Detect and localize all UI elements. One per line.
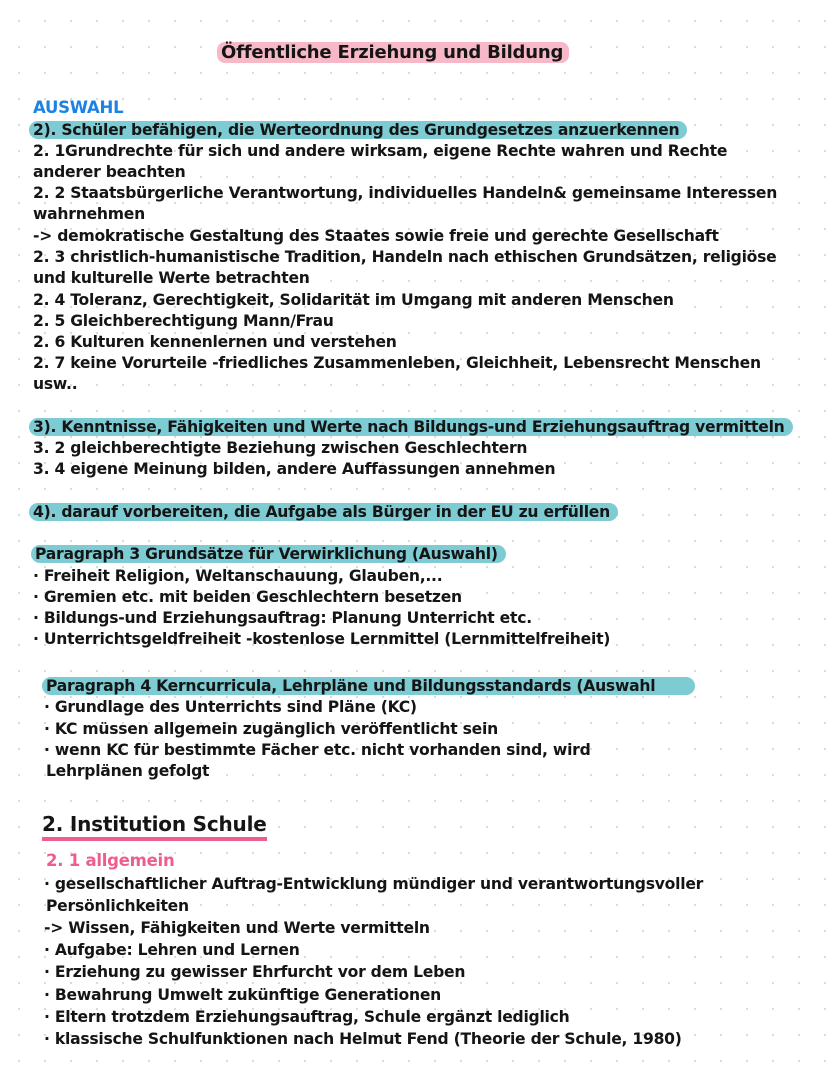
point-2-line: 2. 4 Toleranz, Gerechtigkeit, Solidarität im Umgang mit anderen Menschen (33, 291, 674, 309)
paragraph-4-heading-text: Paragraph 4 Kerncurricula, Lehrpläne und Bildungsstandards (Auswahl (42, 677, 695, 695)
section-2-heading-text: 2. Institution Schule (42, 812, 267, 841)
section-2-heading (42, 811, 267, 837)
section-2-item: · Bewahrung Umwelt zukünftige Generationen (44, 986, 442, 1004)
section-2-item: · Eltern trotzdem Erziehungsauftrag, Schule ergänzt lediglich (44, 1008, 570, 1026)
paragraph-3-heading (35, 544, 506, 564)
section-2-item: · Aufgabe: Lehren und Lernen (44, 941, 300, 959)
point-2-line: 2. 3 christlich-humanistische Tradition, Handeln nach ethischen Grundsätzen, religiöse (33, 248, 777, 266)
paragraph-3-heading-text: Paragraph 3 Grundsätze für Verwirklichung (Auswahl) (31, 545, 506, 563)
point-3-heading (33, 417, 793, 437)
section-2-item: · gesellschaftlicher Auftrag-Entwicklung mündiger und verantwortungsvoller (44, 875, 704, 893)
section-2-item: · Erziehung zu gewisser Ehrfurcht vor dem Leben (44, 963, 466, 981)
point-2-heading-text: 2). Schüler befähigen, die Werteordnung des Grundgesetzes anzuerkennen (29, 121, 687, 139)
paragraph-4-item: · wenn KC für bestimmte Fächer etc. nicht vorhanden sind, wird (44, 741, 591, 759)
paragraph-3-item: · Freiheit Religion, Weltanschauung, Glauben,... (33, 567, 443, 585)
section-2-subheading: 2. 1 allgemein (46, 851, 175, 870)
point-2-line: -> demokratische Gestaltung des Staates sowie freie und gerechte Gesellschaft (33, 227, 719, 245)
paragraph-4-heading (46, 676, 695, 696)
section-2-item: Persönlichkeiten (46, 897, 189, 915)
point-3-line: 3. 4 eigene Meinung bilden, andere Auffassungen annehmen (33, 460, 556, 478)
point-2-line: 2. 7 keine Vorurteile -friedliches Zusammenleben, Gleichheit, Lebensrecht Menschen (33, 354, 761, 372)
section-2-item: -> Wissen, Fähigkeiten und Werte vermitteln (44, 919, 430, 937)
point-2-line: 2. 6 Kulturen kennenlernen und verstehen (33, 333, 397, 351)
section-2-item: · klassische Schulfunktionen nach Helmut Fend (Theorie der Schule, 1980) (44, 1030, 682, 1048)
paragraph-4-item: · Grundlage des Unterrichts sind Pläne (KC) (44, 698, 417, 716)
paragraph-3-item: · Unterrichtsgeldfreiheit -kostenlose Lernmittel (Lernmittelfreiheit) (33, 630, 611, 648)
paragraph-4-item: Lehrplänen gefolgt (46, 762, 210, 780)
point-4-heading-text: 4). darauf vorbereiten, die Aufgabe als Bürger in der EU zu erfüllen (29, 503, 618, 521)
point-2-line: 2. 5 Gleichberechtigung Mann/Frau (33, 312, 334, 330)
point-4-heading (33, 502, 618, 522)
point-2-line: 2. 1Grundrechte für sich und andere wirksam, eigene Rechte wahren und Rechte (33, 142, 728, 160)
paragraph-3-item: · Bildungs-und Erziehungsauftrag: Planung Unterricht etc. (33, 609, 532, 627)
point-2-line: anderer beachten (33, 163, 186, 181)
point-2-line: und kulturelle Werte betrachten (33, 269, 310, 287)
point-3-heading-text: 3). Kenntnisse, Fähigkeiten und Werte nach Bildungs-und Erziehungsauftrag vermitteln (29, 418, 793, 436)
page-title (217, 40, 569, 66)
point-2-line: wahrnehmen (33, 205, 145, 223)
point-2-line: usw.. (33, 375, 78, 393)
point-2-line: 2. 2 Staatsbürgerliche Verantwortung, individuelles Handeln& gemeinsame Interessen (33, 184, 778, 202)
auswahl-label: AUSWAHL (33, 98, 124, 117)
paragraph-3-item: · Gremien etc. mit beiden Geschlechtern besetzen (33, 588, 462, 606)
paragraph-4-item: · KC müssen allgemein zugänglich veröffentlicht sein (44, 720, 498, 738)
page-title-text: Öffentliche Erziehung und Bildung (217, 42, 569, 63)
point-2-heading (33, 120, 687, 140)
point-3-line: 3. 2 gleichberechtigte Beziehung zwischen Geschlechtern (33, 439, 528, 457)
